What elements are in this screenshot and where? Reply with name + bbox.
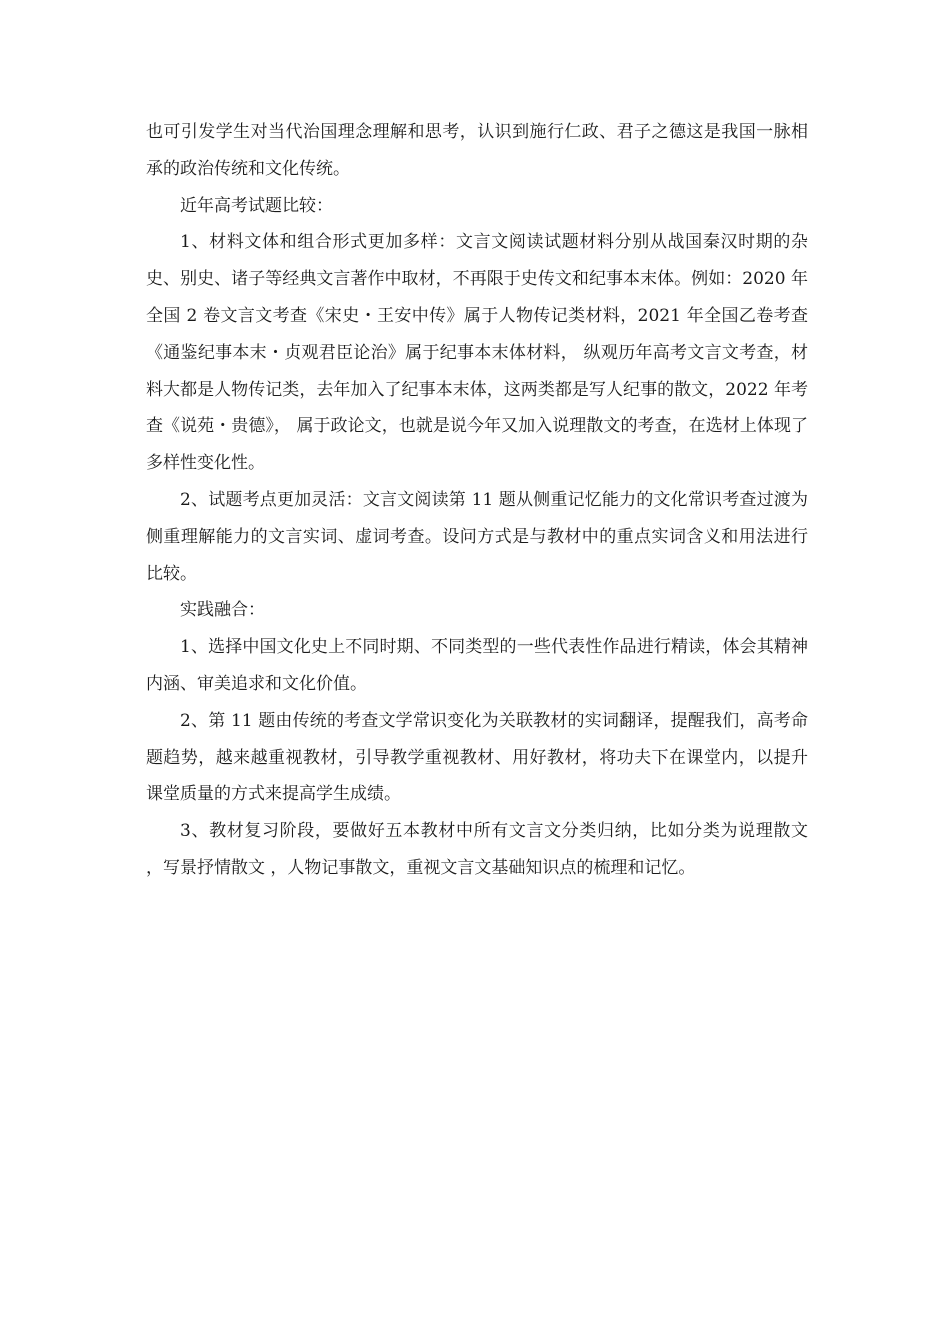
section-heading-exam-comparison: 近年高考试题比较： xyxy=(180,195,333,216)
paragraph-textbook-emphasis: 2、第 11 题由传统的考查文学常识变化为关联教材的实词翻译，提醒我们，高考命题趋势，越来越重视教材，引导教学重视教材、用好教材，将功夫下在课堂内，以提升课堂质量的方式来提高学生成绩。 xyxy=(146,710,808,805)
section-heading-practice-integration: 实践融合： xyxy=(180,600,265,621)
paragraph-continuation: 也可引发学生对当代治国理念理解和思考，认识到施行仁政、君子之德这是我国一脉相承的政治传统和文化传统。 xyxy=(146,122,808,179)
paragraph-material-diversity: 1、材料文体和组合形式更加多样：文言文阅读试题材料分别从战国秦汉时期的杂史、别史、诸子等经典文言著作中取材，不再限于史传文和纪事本末体。例如：2020 年全国 2 卷文言文考查《宋史・王安中传》属于人物传记类材料，2021 年全国乙卷考查《通鉴纪事本末・贞观君臣论治》属于纪事本末体材料， 纵观历年高考文言文考查，材料大都是人物传记类，去年加入了纪事本末体，这两类都是写人纪事的散文，2022 年考查《说苑・贵德》， 属于政论文，也就是说今年又加入说理散文的考查，在选材上体现了多样性变化性。 xyxy=(146,232,808,474)
paragraph-intensive-reading: 1、选择中国文化史上不同时期、不同类型的一些代表性作品进行精读，体会其精神内涵、审美追求和文化价值。 xyxy=(146,637,808,694)
paragraph-flexible-test-points: 2、试题考点更加灵活：文言文阅读第 11 题从侧重记忆能力的文化常识考查过渡为侧重理解能力的文言实词、虚词考查。设问方式是与教材中的重点实词含义和用法进行比较。 xyxy=(146,489,808,584)
document-body xyxy=(146,114,808,887)
paragraph-review-stage: 3、教材复习阶段，要做好五本教材中所有文言文分类归纳，比如分类为说理散文 ，写景抒情散文 ，人物记事散文，重视文言文基础知识点的梳理和记忆。 xyxy=(146,821,808,878)
